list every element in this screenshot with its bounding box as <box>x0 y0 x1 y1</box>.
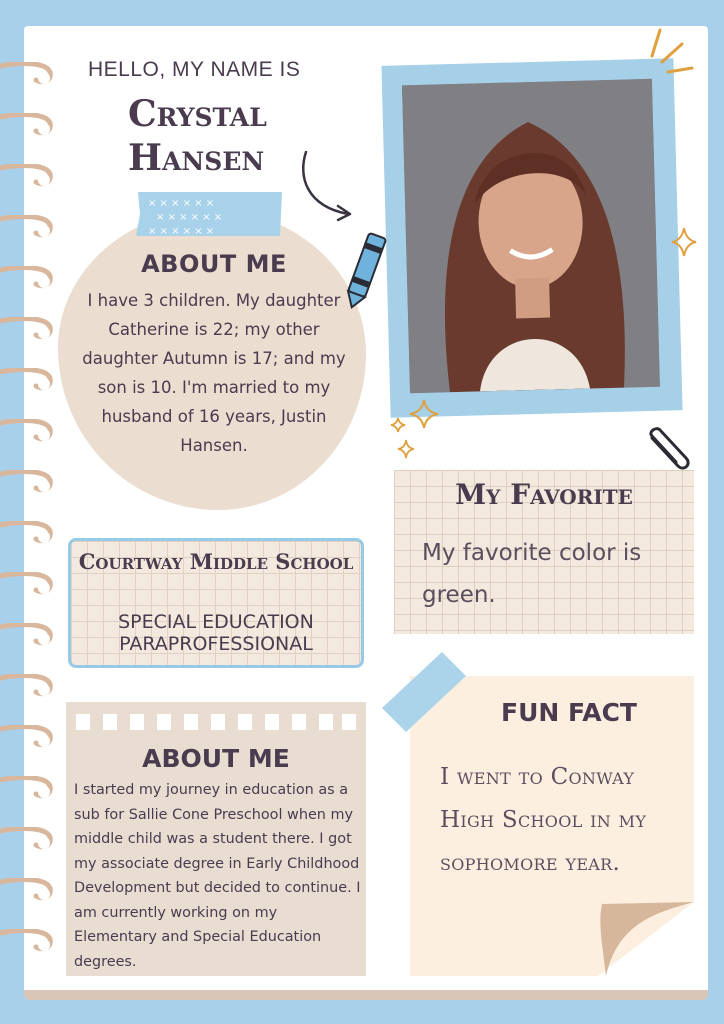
about-me-title: ABOUT ME <box>141 250 287 278</box>
curved-arrow-icon <box>296 146 358 226</box>
school-role: SPECIAL EDUCATION PARAPROFESSIONAL <box>118 611 314 655</box>
spiral-ring-icon <box>0 164 56 188</box>
spiral-ring-icon <box>0 368 56 392</box>
perforation-holes <box>76 714 356 732</box>
spiral-ring-icon <box>0 470 56 494</box>
spiral-ring-icon <box>0 674 56 698</box>
last-name: Hansen <box>128 137 265 179</box>
burst-lines-icon <box>644 26 694 80</box>
paperclip-icon <box>642 424 694 476</box>
school-card <box>68 538 364 668</box>
about-me-text-2: I started my journey in education as a sub for Sallie Cone Preschool when my middle child was a student there. I got my associate degree in Early Childhood Development but decided to continue. I am currently working on my Elementary and Special Education degrees. <box>74 782 361 970</box>
sparkle-icon <box>670 226 698 258</box>
fun-fact-title: FUN FACT <box>501 698 637 727</box>
page-curl-icon <box>598 902 694 976</box>
spiral-ring-icon <box>0 215 56 239</box>
about-me-title-2: ABOUT ME <box>142 744 290 773</box>
about-me-text: I have 3 children. My daughter Catherine is 22; my other daughter Autumn is 17; and my son is 10. I'm married to my husband of 16 years, Justin Hansen. <box>82 291 346 455</box>
washi-tape-fun <box>380 650 468 734</box>
spiral-ring-icon <box>0 878 56 902</box>
first-name: Crystal <box>128 93 267 135</box>
spiral-ring-icon <box>0 113 56 137</box>
spiral-ring-icon <box>0 419 56 443</box>
spiral-ring-icon <box>0 317 56 341</box>
favorite-card <box>394 470 694 634</box>
greeting-text: HELLO, MY NAME IS <box>88 58 301 81</box>
school-name: Courtway Middle School <box>78 549 354 574</box>
spiral-ring-icon <box>0 572 56 596</box>
photo-frame <box>381 58 682 418</box>
spiral-ring-icon <box>0 521 56 545</box>
spiral-ring-icon <box>0 929 56 953</box>
spiral-ring-icon <box>0 623 56 647</box>
spiral-ring-icon <box>0 266 56 290</box>
washi-tape-top <box>134 190 286 238</box>
svg-text:× × × × × ×: × × × × × × <box>148 198 215 209</box>
teacher-name <box>128 92 298 180</box>
svg-text:× × × × × ×: × × × × × × <box>148 226 215 237</box>
crayon-icon <box>338 228 394 314</box>
paper-edge <box>24 990 708 1000</box>
about-me-card-2 <box>66 702 366 976</box>
spiral-ring-icon <box>0 62 56 86</box>
spiral-ring-icon <box>0 725 56 749</box>
portrait-photo-icon <box>402 79 660 393</box>
sparkles-icon <box>388 396 440 464</box>
favorite-text: My favorite color is green. <box>422 540 642 608</box>
spiral-ring-icon <box>0 827 56 851</box>
spiral-ring-icon <box>0 776 56 800</box>
favorite-title: My Favorite <box>455 478 633 511</box>
svg-text:× × × × × ×: × × × × × × <box>156 212 223 223</box>
fun-fact-text: I went to Conway High School in my sophomore year. <box>440 764 647 876</box>
